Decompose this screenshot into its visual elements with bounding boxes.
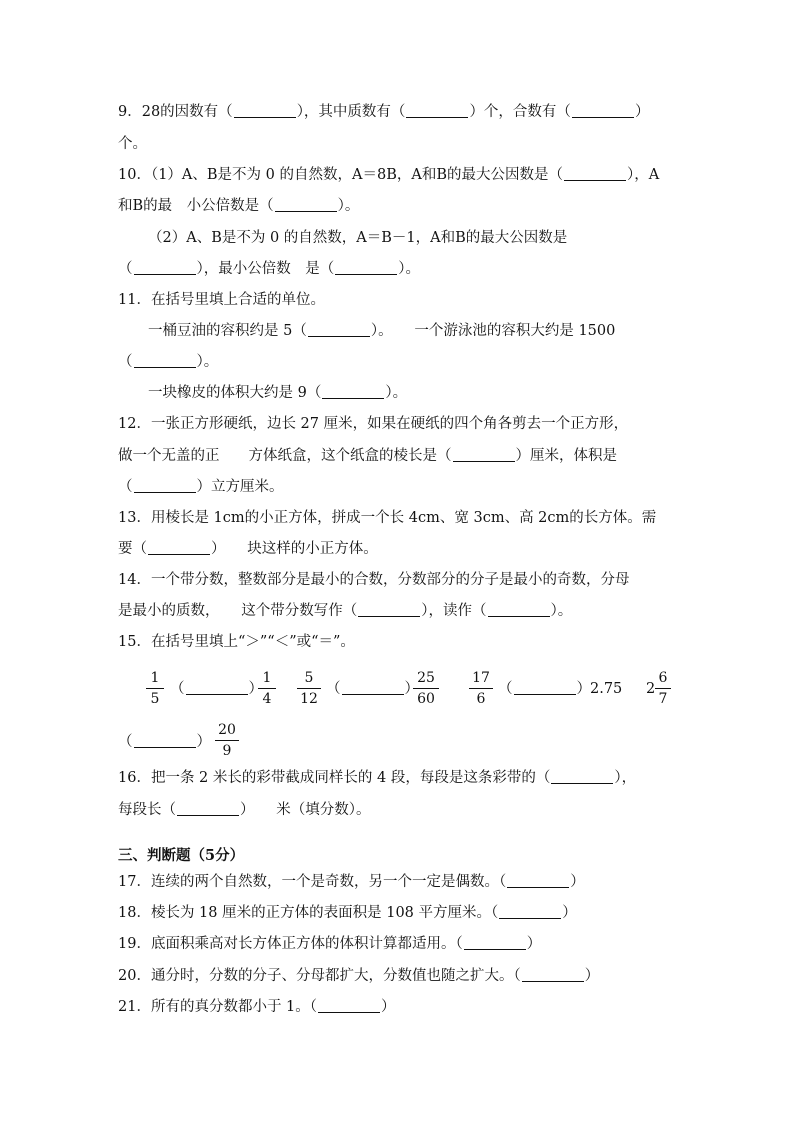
question-12-line-2: 做一个无盖的正 方体纸盒，这个纸盒的棱长是（ ）厘米，体积是 [118, 448, 617, 464]
question-15-line-1: 15．在括号里填上“＞”“＜”或“＝”。 [118, 634, 355, 650]
fraction-20-9: 20 9 [215, 721, 239, 760]
answer-blank[interactable] [406, 103, 468, 118]
question-16-line-2: 每段长（ ） 米（填分数）。 [118, 802, 371, 818]
question-10-line-2: 和B的最 小公倍数是（ ）。 [118, 198, 360, 214]
answer-blank[interactable] [148, 540, 210, 555]
answer-blank[interactable] [342, 680, 404, 695]
answer-blank[interactable] [514, 680, 576, 695]
compare-blank-3: （ ） [498, 681, 591, 697]
question-12-line-1: 12．一张正方形硬纸，边长 27 厘米，如果在硬纸的四个角各剪去一个正方形， [118, 416, 629, 432]
answer-blank[interactable] [335, 260, 397, 275]
answer-blank[interactable] [134, 478, 196, 493]
answer-blank[interactable] [358, 602, 420, 617]
fraction-1-5: 1 5 [146, 669, 164, 708]
question-20: 20．通分时，分数的分子、分母都扩大，分数值也随之扩大。（ ） [118, 968, 600, 984]
fraction-17-6: 17 6 [469, 669, 493, 708]
answer-blank[interactable] [572, 103, 634, 118]
question-9-line-2: 个。 [118, 136, 147, 152]
question-19: 19．底面积乘高对长方体正方体的体积计算都适用。（ ） [118, 936, 542, 952]
answer-blank[interactable] [551, 769, 613, 784]
fraction-5-12: 5 12 [297, 669, 321, 708]
question-13-line-2: 要（ ） 块这样的小正方体。 [118, 541, 378, 557]
answer-blank[interactable] [177, 801, 239, 816]
answer-blank[interactable] [322, 384, 384, 399]
answer-blank[interactable] [564, 166, 626, 181]
question-11-line-2: 一桶豆油的容积约是 5（ ）。 一个游泳池的容积大约是 1500 [148, 323, 616, 339]
compare-blank-4: （ ） [118, 734, 211, 750]
answer-blank[interactable] [275, 197, 337, 212]
answer-blank[interactable] [464, 935, 526, 950]
answer-blank[interactable] [234, 103, 296, 118]
answer-blank[interactable] [318, 998, 380, 1013]
question-10-line-3: （2）A、B是不为 0 的自然数，A＝B－1，A和B的最大公因数是 [148, 230, 568, 246]
fraction-6-7: 6 7 [655, 669, 671, 708]
question-11-line-4: 一块橡皮的体积大约是 9（ ）。 [148, 385, 408, 401]
question-14-line-1: 14．一个带分数，整数部分是最小的合数，分数部分的分子是最小的奇数，分母 [118, 572, 630, 588]
section-3-title: 三、判断题（5分） [118, 847, 245, 864]
answer-blank[interactable] [522, 967, 584, 982]
compare-blank-2: （ ） [326, 681, 419, 697]
answer-blank[interactable] [507, 873, 569, 888]
answer-blank[interactable] [134, 353, 196, 368]
compare-blank-1: （ ） [170, 681, 263, 697]
answer-blank[interactable] [499, 904, 561, 919]
answer-blank[interactable] [308, 322, 370, 337]
answer-blank[interactable] [186, 680, 248, 695]
question-21: 21．所有的真分数都小于 1。（ ） [118, 999, 396, 1015]
question-10-line-4: （ ），最小公倍数 是（ ）。 [118, 261, 420, 277]
question-12-line-3: （ ）立方厘米。 [118, 479, 284, 495]
question-11-line-1: 11．在括号里填上合适的单位。 [118, 292, 325, 308]
question-14-line-2: 是最小的质数， 这个带分数写作（ ），读作（ ）。 [118, 603, 573, 619]
answer-blank[interactable] [453, 447, 515, 462]
answer-blank[interactable] [488, 602, 550, 617]
mixed-number-whole: 2 [646, 681, 656, 697]
question-10-line-1: 10．（1）A、B是不为 0 的自然数，A＝8B，A和B的最大公因数是（ ），A [118, 167, 660, 183]
question-16-line-1: 16．把一条 2 米长的彩带截成同样长的 4 段，每段是这条彩带的（ ）， [118, 770, 637, 786]
question-18: 18．棱长为 18 厘米的正方体的表面积是 108 平方厘米。（ ） [118, 905, 577, 921]
question-9-line-1: 9．28的因数有（ ），其中质数有（ ）个，合数有（ ） [118, 104, 650, 120]
fraction-1-4: 1 4 [258, 669, 276, 708]
question-13-line-1: 13．用棱长是 1cm的小正方体，拼成一个长 4cm、宽 3cm、高 2cm的长方体。需 [118, 510, 657, 526]
question-17: 17．连续的两个自然数，一个是奇数，另一个一定是偶数。（ ） [118, 874, 585, 890]
question-11-line-3: （ ）。 [118, 354, 219, 370]
answer-blank[interactable] [134, 260, 196, 275]
decimal-value: 2.75 [590, 681, 623, 697]
answer-blank[interactable] [134, 733, 196, 748]
fraction-25-60: 25 60 [413, 669, 439, 708]
